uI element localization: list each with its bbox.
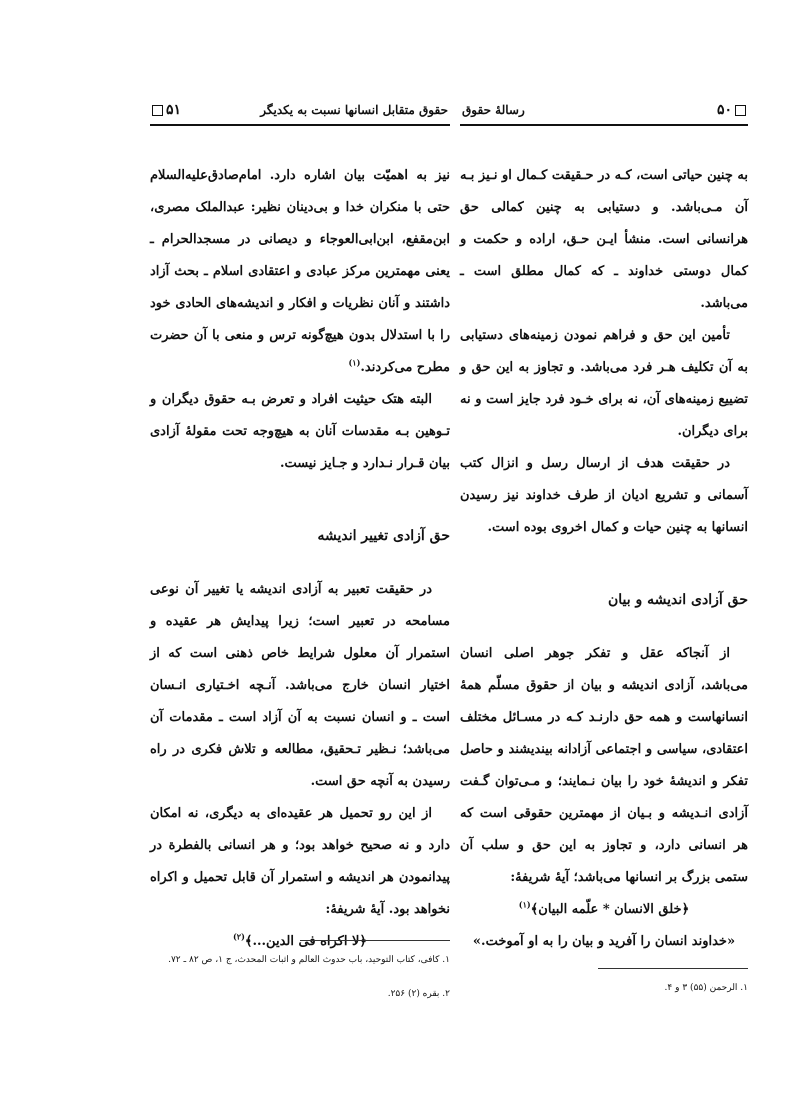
footnote: ۱. کافی، کتاب التوحید، باب حدوث العالم و اثبات المحدث، ج ۱، ص ۸۲ ـ ۷۲.	[168, 955, 450, 965]
paragraph: از این رو تحمیل هر عقیده‌ای به دیگری، نه امکان دارد و نه صحیح خواهد بود؛ و هر انسانی بالفطرة در پیدانمودن هر اندیشه و استمرار آن قابل تحمیل و اکراه نخواهد بود. آیهٔ شریفهٔ:	[150, 806, 450, 917]
section-heading: حق آزادی اندیشه و بیان	[607, 592, 748, 608]
page-header	[150, 98, 450, 126]
verse-translation: «خداوند انسان را آفرید و بیان را به او آموخت.»	[472, 934, 736, 949]
running-title: حقوق متقابل انسانها نسبت به یکدیگر	[260, 103, 448, 117]
footnote-divider	[300, 940, 450, 941]
page-header	[460, 98, 748, 126]
square-ornament-icon	[735, 105, 746, 116]
page-body	[460, 160, 748, 958]
footnotes	[150, 940, 450, 1011]
footnote-mark: (۲)	[232, 931, 245, 942]
running-title: رسالهٔ حقوق	[462, 103, 525, 117]
paragraph: تأمین این حق و فراهم نمودن زمینه‌های دستیابی به آن تکلیف هـر فرد می‌باشد. و تجاوز به این حق و تضییع زمینه‌های آن، نه برای خـود فرد جایز است و نه برای دیگران.	[460, 328, 748, 439]
section-heading: حق آزادی تغییر اندیشه	[317, 528, 450, 544]
square-ornament-icon	[152, 105, 163, 116]
footnote-divider	[598, 968, 748, 969]
quranic-verse: ﴿لا اکراه فی الدین...﴾$^{(۲)}$	[232, 931, 368, 949]
paragraph: نیز به اهمیّت بیان اشاره دارد. امام‌صادق‌علیه‌السلام حتی با منکران خدا و بی‌دینان نظیر: عبدالملک مصری، ابن‌مقفع، ابن‌ابی‌العوجاء و دیصانی در مسجدالحرام ـ یعنی مهمترین مرکز عبادی و اعتقادی اسلام ـ بحث آزاد داشتند و آنان نظریات و افکار و اندیشه‌های الحادی خود را با استدلال بدون هیچ‌گونه ترس و منعی با آن حضرت مطرح می‌کردند.$^{(۱)}$	[150, 168, 450, 375]
page-right	[460, 0, 748, 1100]
page-number-container	[152, 102, 181, 118]
page-number-container	[717, 102, 746, 118]
paragraph: به چنین حیاتی است، کـه در حـقیقت کـمال او نـیز بـه آن مـی‌باشد. و دستیابی به چنین کمالی حق هرانسانی است. منشأ ایـن حـق، اراده و حکمت و کمال دوستی خداوند ـ که کمال مطلق است ـ می‌باشد.	[460, 168, 748, 311]
footnote-mark: (۱)	[348, 357, 361, 368]
quranic-verse: ﴿خلق الانسان * علّمه البیان﴾$^{(۱)}$	[518, 899, 690, 917]
paragraph: البته هتک حیثیت افراد و تعرض بـه حقوق دیگران و تـوهین بـه مقدسات آنان به هیچ‌وجه تحت مقولهٔ آزادی بیان قـرار نـدارد و جـایز نیست.	[150, 392, 450, 471]
page-body	[150, 160, 450, 958]
footnote-mark: (۱)	[518, 899, 531, 910]
page-left	[150, 0, 450, 1100]
footnote: ۱. الرحمن (۵۵) ۳ و ۴.	[664, 983, 748, 993]
paragraph: در حقیقت هدف از ارسال رسل و انزال کتب آسمانی و تشریع ادیان از طرف خداوند نیز رسیدن انسانها به چنین حیات و کمال اخروی بوده است.	[460, 456, 748, 535]
paragraph: در حقیقت تعبیر به آزادی اندیشه یا تغییر آن نوعی مسامحه در تعبیر است؛ زیرا پیدایش هر عقیده و استمرار آن معلول شرایط خاص ذهنی است که از اختیار انسان خارج می‌باشد. آنـچه اخـتیاری انـسان است ـ و انسان نسبت به آن آزاد است ـ مقدمات آن می‌باشد؛ نـظیر تـحقیق، مطالعه و تلاش فکری در راه رسیدن به آنچه حق است.	[150, 582, 450, 789]
footnote: ۲. بقره (۲) ۲۵۶.	[387, 989, 450, 999]
paragraph: از آنجاکه عقل و تفکر جوهر اصلی انسان می‌باشد، آزادی اندیشه و بیان از حقوق مسلّم همهٔ انسانهاست و همه حق دارنـد کـه در مسـائل مختلف اعتقادی، سیاسی و اجتماعی آزادانه بیندیشند و حاصل تفکر و اندیشهٔ خود را بیان نـمایند؛ و مـی‌توان گـفت آزادی انـدیشه و بـیان از مهمترین حقوقی است که هر انسانی دارد، و تجاوز به این حق و سلب آن ستمی بزرگ بر انسانها می‌باشد؛ آیهٔ شریفهٔ:	[460, 646, 748, 885]
page-number: ۵۱	[166, 102, 182, 118]
page-number: ۵۰	[716, 102, 732, 118]
footnotes	[460, 968, 748, 1005]
